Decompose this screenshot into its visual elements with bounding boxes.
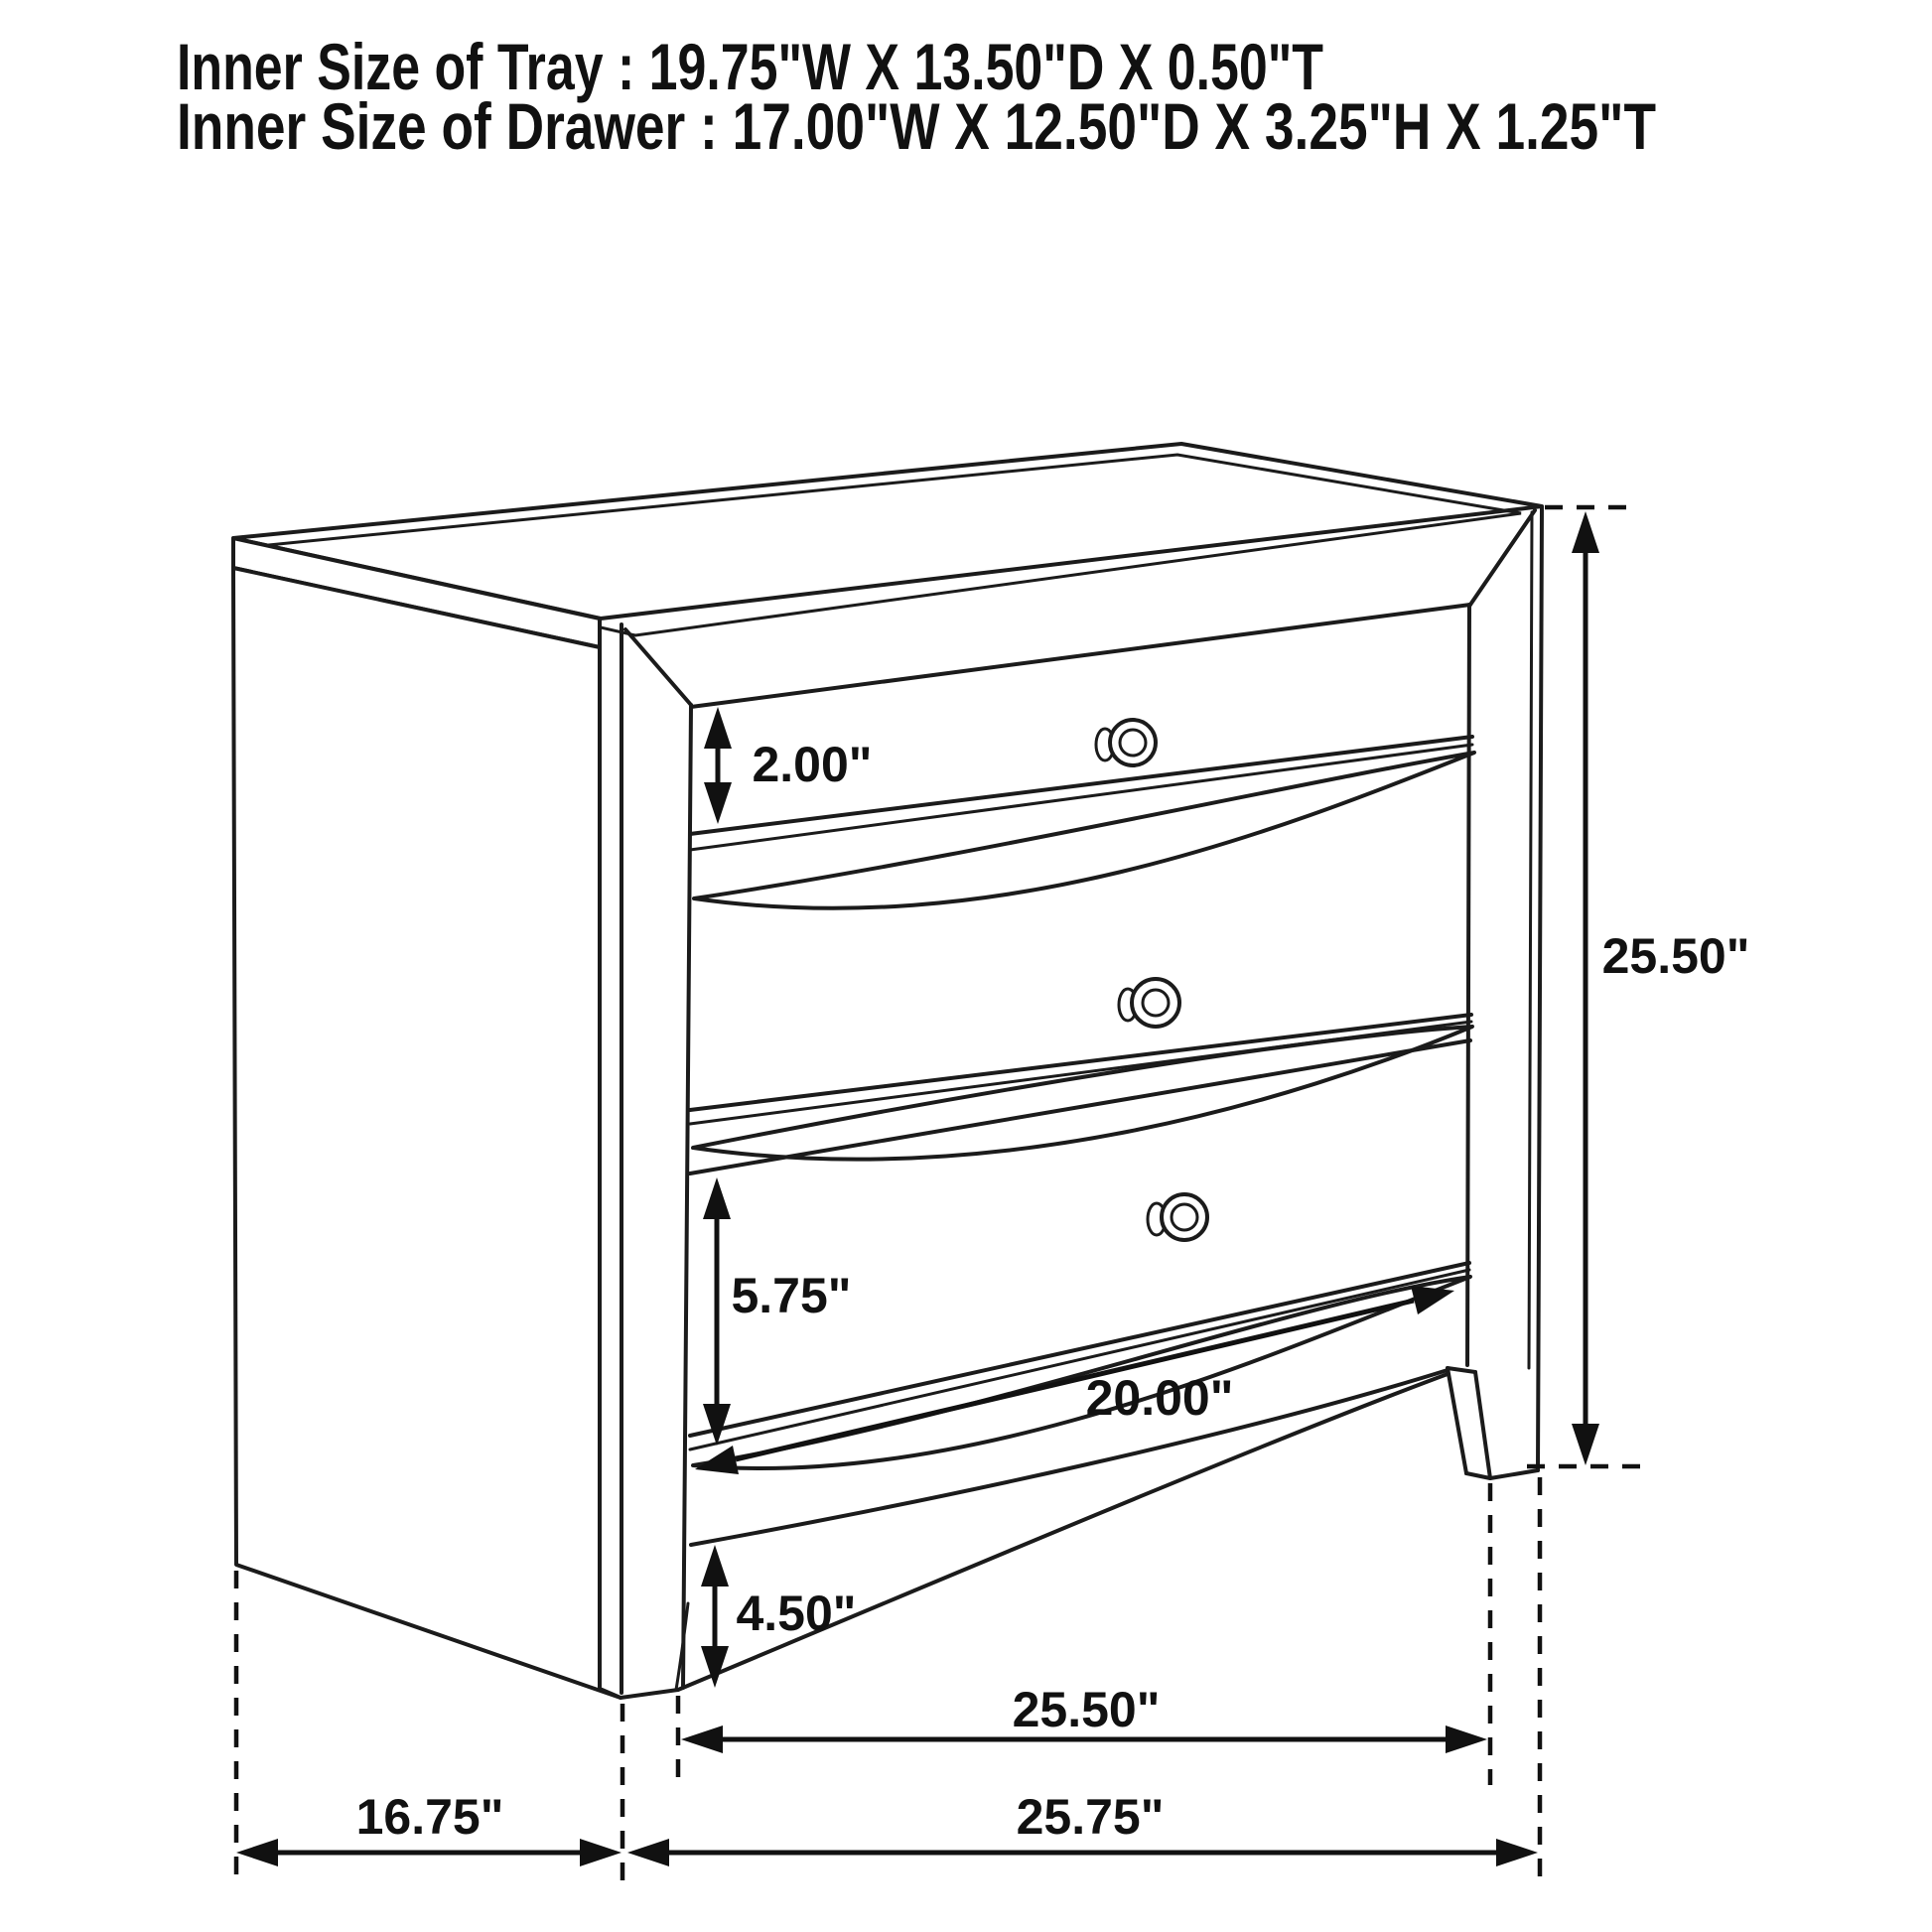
drawer-3-knob [1148, 1194, 1207, 1240]
arrow-down-icon [703, 1404, 731, 1446]
knob-2-outer [1132, 979, 1179, 1027]
leg-front-right-edge [1475, 1372, 1490, 1478]
arrow-right-icon [1496, 1839, 1538, 1866]
drawer-2-knob [1119, 979, 1179, 1027]
arrow-right-icon [1411, 1286, 1454, 1314]
title-line-drawer: Inner Size of Drawer : 17.00"W X 12.50"D X 3.25"H X 1.25"T [177, 89, 1656, 163]
knob-3-outer [1162, 1194, 1207, 1240]
front-left-foot-bottom [621, 1690, 678, 1698]
dim-label-drawer-opening: 20.00" [1085, 1370, 1234, 1426]
dim-label-side-depth: 16.75" [355, 1789, 504, 1845]
dim-label-base-clearance: 4.50" [736, 1586, 857, 1641]
arrow-left-icon [695, 1446, 739, 1474]
title-block [177, 30, 1656, 163]
dim-label-top-rail: 2.00" [752, 737, 873, 792]
arrow-up-icon [703, 1177, 731, 1219]
nightstand-drawing [233, 444, 1542, 1698]
right-outer-edge [1538, 507, 1542, 1470]
arrow-up-icon [1572, 511, 1599, 553]
dim-overall-height [1527, 507, 1749, 1466]
dim-label-front-body-width: 25.50" [1012, 1682, 1161, 1737]
knob-1-outer [1110, 720, 1156, 765]
arrow-left-icon [681, 1725, 723, 1753]
arrow-up-icon [704, 707, 732, 749]
dim-top-rail [704, 707, 873, 824]
dim-label-drawer-face: 5.75" [731, 1268, 852, 1323]
leg-front-left-edge [1448, 1368, 1466, 1473]
leg-bottom-edge [1466, 1470, 1538, 1478]
dim-label-overall-height: 25.50" [1601, 928, 1750, 984]
arrow-up-icon [701, 1545, 729, 1587]
right-outer-edge-inner-line [1529, 512, 1532, 1368]
frame-miter-top-left [625, 629, 691, 705]
arrow-left-icon [236, 1839, 278, 1866]
arrow-left-icon [627, 1839, 669, 1866]
dim-base-clearance [701, 1545, 857, 1688]
drawer-2-bottom-boundary [690, 1015, 1472, 1173]
drawer-1-knob [1096, 720, 1156, 765]
arrow-right-icon [1446, 1725, 1487, 1753]
dim-label-overall-width: 25.75" [1016, 1789, 1165, 1845]
front-right-leg [1448, 1368, 1538, 1478]
dim-line [736, 1301, 1414, 1459]
frame-left-inner-edge [683, 705, 691, 1688]
frame-right-inner-edge [1467, 605, 1469, 1365]
arrow-down-icon [701, 1646, 729, 1688]
frame-top-inner-edge [691, 605, 1470, 707]
leg-top-edge [1448, 1368, 1475, 1372]
drawer-3-scallop-handle [693, 1027, 1472, 1160]
arrow-down-icon [704, 782, 732, 824]
side-panel [233, 568, 621, 1698]
title-line-tray: Inner Size of Tray : 19.75"W X 13.50"D X 0.50"T [177, 30, 1323, 103]
arrow-right-icon [580, 1839, 621, 1866]
frame-miter-top-right [1470, 510, 1535, 605]
arrow-down-icon [1572, 1424, 1599, 1465]
